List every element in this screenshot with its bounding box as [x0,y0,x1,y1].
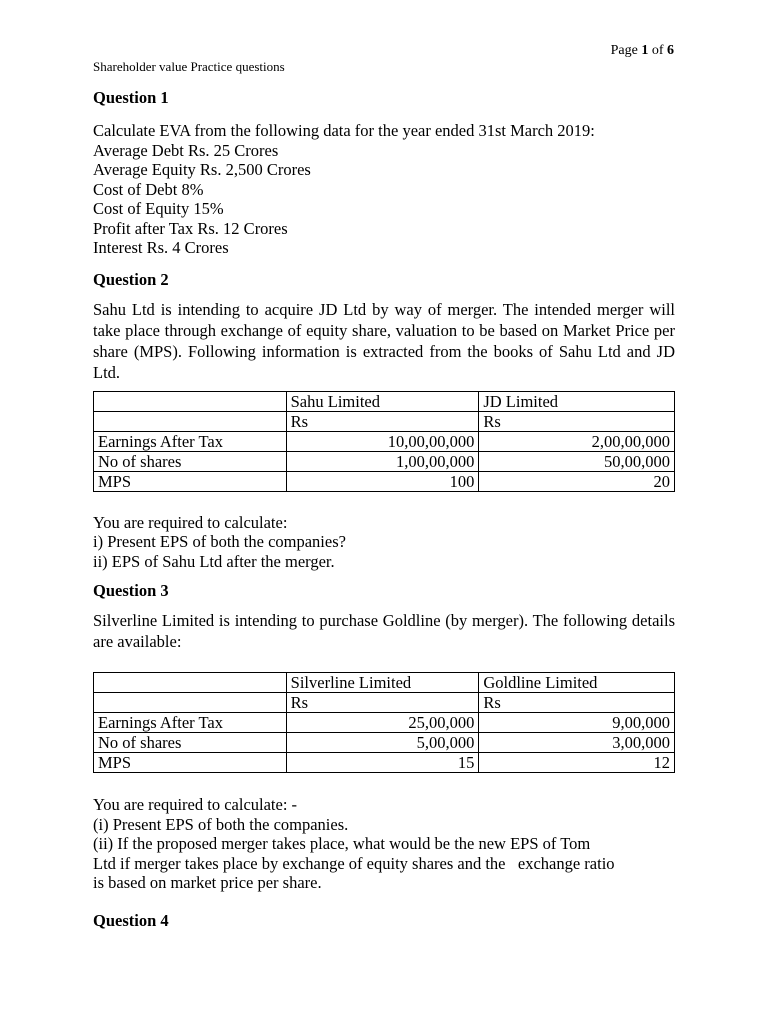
q3-requirement: Ltd if merger takes place by exchange of equity shares and the exchange ratio [93,853,615,873]
question-3-heading: Question 3 [93,581,169,600]
table-header-row [94,391,675,411]
table-unit-row [94,693,675,713]
row-value: 2,00,00,000 [479,431,675,451]
table-col-header: JD Limited [479,391,675,411]
page-label: Page [610,43,642,58]
q1-line: Average Equity Rs. 2,500 Crores [93,160,311,179]
table-cell-empty [94,673,287,693]
table-unit: Rs [479,693,675,713]
row-label: No of shares [94,733,287,753]
table-header-row [94,673,675,693]
q3-requirement: (i) Present EPS of both the companies. [93,814,349,834]
page-total: 6 [667,43,674,58]
question-2-heading: Question 2 [93,269,169,289]
table-row [94,713,675,733]
q3-intro: Silverline Limited is intending to purchase Goldline (by merger). The following details are available: [93,611,675,651]
page-current: 1 [641,43,649,58]
row-label: MPS [94,471,287,491]
table-unit: Rs [286,411,479,431]
q3-requirement: is based on market price per share. [93,873,322,892]
table-cell-empty [94,693,287,713]
row-value: 10,00,00,000 [286,431,479,451]
q2-requirement: i) Present EPS of both the companies? [93,532,346,551]
row-value: 25,00,000 [286,713,479,733]
row-value: 20 [479,471,675,491]
q2-intro: Sahu Ltd is intending to acquire JD Ltd by way of merger. The intended merger will take place through exchange of equity share, valuation to be based on Market Price per share (MPS). Following information is extracted from the books of Sahu Ltd and JD Ltd. [93,299,675,382]
row-value: 15 [286,753,479,773]
q1-line: Profit after Tax Rs. 12 Crores [93,218,288,238]
table-col-header: Sahu Limited [286,391,479,411]
row-value: 9,00,000 [479,713,675,733]
table-row [94,733,675,753]
q1-line: Cost of Debt 8% [93,179,204,199]
table-col-header: Silverline Limited [286,673,479,693]
row-label: Earnings After Tax [94,713,287,733]
q2-requirement: ii) EPS of Sahu Ltd after the merger. [93,551,335,571]
row-label: Earnings After Tax [94,431,287,451]
q1-line: Cost of Equity 15% [93,199,224,218]
table-unit: Rs [479,411,675,431]
q2-table [93,391,675,492]
row-value: 5,00,000 [286,733,479,753]
table-unit: Rs [286,693,479,713]
row-value: 3,00,000 [479,733,675,753]
table-row [94,431,675,451]
table-unit-row [94,411,675,431]
document-content [93,87,675,932]
row-value: 1,00,00,000 [286,451,479,471]
q3-requirement: You are required to calculate: - [93,795,298,814]
question-4-heading: Question 4 [93,910,169,930]
table-row [94,471,675,491]
table-cell-empty [94,411,287,431]
table-col-header: Goldline Limited [479,673,675,693]
table-cell-empty [94,391,287,411]
q3-table [93,672,675,773]
q2-requirement: You are required to calculate: [93,512,288,532]
document-title: Shareholder value Practice questions [93,59,285,74]
table-row [94,451,675,471]
q1-line: Calculate EVA from the following data for the year ended 31st March 2019: [93,121,595,140]
q1-line: Average Debt Rs. 25 Crores [93,140,279,160]
page-number [611,43,674,59]
q3-requirement: (ii) If the proposed merger takes place, what would be the new EPS of Tom [93,834,591,853]
row-value: 100 [286,471,479,491]
row-label: MPS [94,753,287,773]
row-label: No of shares [94,451,287,471]
q1-line: Interest Rs. 4 Crores [93,238,229,257]
table-row [94,753,675,773]
row-value: 12 [479,753,675,773]
row-value: 50,00,000 [479,451,675,471]
question-1-heading: Question 1 [93,88,169,107]
page-of: of [648,43,667,58]
